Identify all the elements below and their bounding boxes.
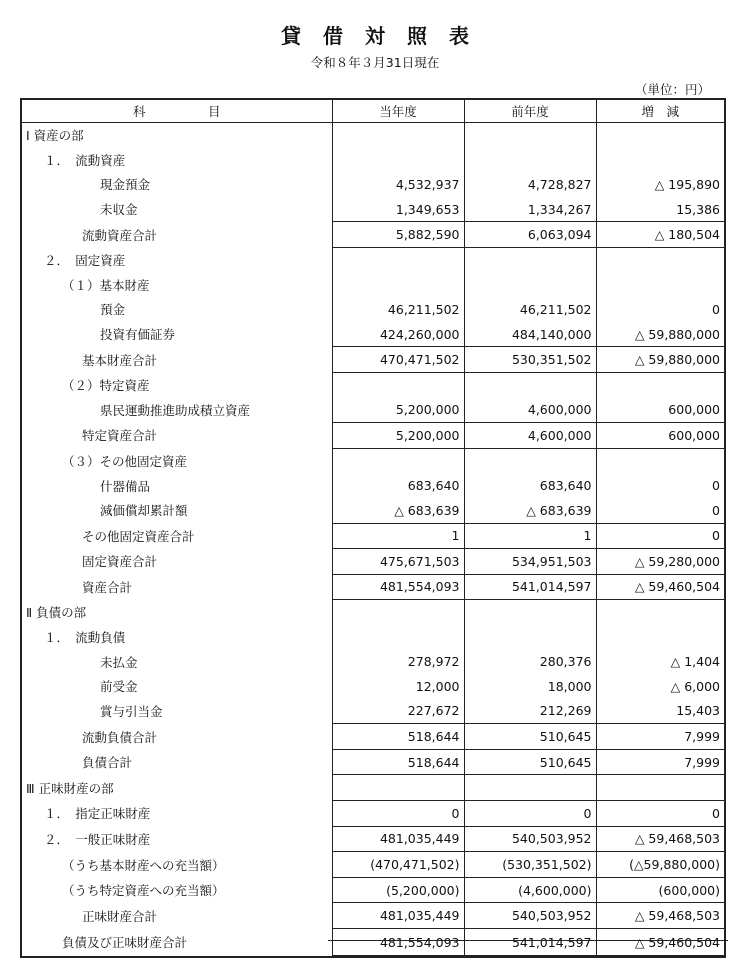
previous-year-value bbox=[464, 372, 596, 397]
table-row bbox=[22, 172, 724, 197]
change-value bbox=[596, 247, 724, 272]
current-year-value bbox=[332, 148, 464, 173]
table-row bbox=[22, 801, 724, 827]
account-label: （うち特定資産への充当額） bbox=[62, 883, 225, 899]
table-row bbox=[22, 123, 724, 148]
previous-year-value bbox=[464, 148, 596, 173]
current-year-value bbox=[332, 448, 464, 473]
previous-year-value bbox=[464, 625, 596, 650]
current-year-value: 12,000 bbox=[332, 674, 464, 699]
bottom-rule bbox=[328, 940, 728, 941]
account-label: １． 流動資産 bbox=[44, 152, 126, 168]
current-year-value: 481,554,093 bbox=[332, 929, 464, 956]
table-row bbox=[22, 574, 724, 600]
change-value: 600,000 bbox=[596, 398, 724, 423]
current-year-value: (470,471,502) bbox=[332, 852, 464, 878]
table-row bbox=[22, 523, 724, 549]
previous-year-value: 534,951,503 bbox=[464, 549, 596, 575]
change-value: △ 59,468,503 bbox=[596, 903, 724, 929]
current-year-value: 518,644 bbox=[332, 749, 464, 775]
change-value bbox=[596, 123, 724, 148]
table-row bbox=[22, 247, 724, 272]
account-label: 正味財産合計 bbox=[82, 908, 158, 924]
change-value: △ 59,460,504 bbox=[596, 574, 724, 600]
change-value: 0 bbox=[596, 498, 724, 523]
current-year-value: 5,200,000 bbox=[332, 423, 464, 449]
change-value bbox=[596, 372, 724, 397]
table-row bbox=[22, 877, 724, 903]
current-year-value: 424,260,000 bbox=[332, 322, 464, 347]
change-value: 15,386 bbox=[596, 197, 724, 222]
table-row bbox=[22, 322, 724, 347]
previous-year-value: 212,269 bbox=[464, 699, 596, 724]
table-row bbox=[22, 473, 724, 498]
table-row bbox=[22, 903, 724, 929]
current-year-value: 475,671,503 bbox=[332, 549, 464, 575]
table-row bbox=[22, 775, 724, 801]
table-row bbox=[22, 448, 724, 473]
table-row bbox=[22, 423, 724, 449]
previous-year-value: 6,063,094 bbox=[464, 222, 596, 248]
previous-year-value: 1 bbox=[464, 523, 596, 549]
current-year-value: 470,471,502 bbox=[332, 347, 464, 373]
balance-sheet-table bbox=[22, 100, 724, 956]
account-label: ２． 一般正味財産 bbox=[44, 831, 151, 847]
change-value: 7,999 bbox=[596, 724, 724, 750]
previous-year-column-header: 前年度 bbox=[464, 100, 596, 123]
previous-year-value: 540,503,952 bbox=[464, 826, 596, 852]
previous-year-value: 530,351,502 bbox=[464, 347, 596, 373]
previous-year-value bbox=[464, 775, 596, 801]
table-row bbox=[22, 498, 724, 523]
account-label: 減価償却累計額 bbox=[100, 503, 188, 519]
previous-year-value bbox=[464, 273, 596, 298]
balance-sheet bbox=[20, 98, 726, 958]
current-year-value: 481,554,093 bbox=[332, 574, 464, 600]
account-label: その他固定資産合計 bbox=[82, 528, 195, 544]
document-title: 貸借対照表 bbox=[281, 24, 491, 48]
change-value bbox=[596, 273, 724, 298]
current-year-column-header: 当年度 bbox=[332, 100, 464, 123]
change-value: 0 bbox=[596, 297, 724, 322]
change-column-header: 増 減 bbox=[596, 100, 724, 123]
account-label: 負債及び正味財産合計 bbox=[62, 935, 188, 950]
previous-year-value: (530,351,502) bbox=[464, 852, 596, 878]
table-row bbox=[22, 549, 724, 575]
change-value: 0 bbox=[596, 523, 724, 549]
account-label: 前受金 bbox=[100, 679, 138, 695]
previous-year-value: 280,376 bbox=[464, 649, 596, 674]
table-row bbox=[22, 148, 724, 173]
account-label: （２）特定資産 bbox=[62, 377, 150, 393]
previous-year-value bbox=[464, 448, 596, 473]
account-label: 現金預金 bbox=[100, 177, 151, 193]
table-row bbox=[22, 749, 724, 775]
table-row bbox=[22, 372, 724, 397]
previous-year-value: 1,334,267 bbox=[464, 197, 596, 222]
change-value: △ 59,468,503 bbox=[596, 826, 724, 852]
current-year-value: 518,644 bbox=[332, 724, 464, 750]
current-year-value: 4,532,937 bbox=[332, 172, 464, 197]
account-label: Ⅲ 正味財産の部 bbox=[26, 780, 114, 796]
current-year-value: 278,972 bbox=[332, 649, 464, 674]
previous-year-value: 510,645 bbox=[464, 749, 596, 775]
table-row bbox=[22, 297, 724, 322]
account-label: 未払金 bbox=[100, 654, 138, 670]
change-value: △ 1,404 bbox=[596, 649, 724, 674]
current-year-value: 481,035,449 bbox=[332, 826, 464, 852]
account-label: 基本財産合計 bbox=[82, 352, 158, 368]
current-year-value bbox=[332, 775, 464, 801]
table-row bbox=[22, 674, 724, 699]
change-value: 0 bbox=[596, 801, 724, 827]
previous-year-value: 510,645 bbox=[464, 724, 596, 750]
table-body bbox=[22, 123, 724, 956]
account-label: 県民運動推進助成積立資産 bbox=[100, 403, 251, 419]
change-value: 0 bbox=[596, 473, 724, 498]
account-label: 什器備品 bbox=[100, 478, 151, 494]
change-value: △ 59,880,000 bbox=[596, 347, 724, 373]
account-label: １． 指定正味財産 bbox=[44, 806, 151, 822]
account-label: Ⅰ 資産の部 bbox=[26, 128, 84, 144]
change-value bbox=[596, 625, 724, 650]
previous-year-value: 18,000 bbox=[464, 674, 596, 699]
account-label: 預金 bbox=[100, 302, 126, 318]
account-label: 投資有価証券 bbox=[100, 327, 176, 343]
change-value bbox=[596, 775, 724, 801]
table-row bbox=[22, 222, 724, 248]
previous-year-value: 4,600,000 bbox=[464, 423, 596, 449]
account-label: 固定資産合計 bbox=[82, 554, 158, 570]
previous-year-value: 683,640 bbox=[464, 473, 596, 498]
table-row bbox=[22, 929, 724, 956]
previous-year-value: 4,600,000 bbox=[464, 398, 596, 423]
current-year-value: △ 683,639 bbox=[332, 498, 464, 523]
previous-year-value: 541,014,597 bbox=[464, 929, 596, 956]
table-row bbox=[22, 398, 724, 423]
current-year-value: 1,349,653 bbox=[332, 197, 464, 222]
change-value: 15,403 bbox=[596, 699, 724, 724]
current-year-value bbox=[332, 625, 464, 650]
change-value: △ 59,280,000 bbox=[596, 549, 724, 575]
change-value: △ 195,890 bbox=[596, 172, 724, 197]
table-row bbox=[22, 197, 724, 222]
previous-year-value: 46,211,502 bbox=[464, 297, 596, 322]
table-row bbox=[22, 600, 724, 625]
current-year-value bbox=[332, 372, 464, 397]
change-value: 600,000 bbox=[596, 423, 724, 449]
change-value: (△59,880,000) bbox=[596, 852, 724, 878]
header-row bbox=[22, 100, 724, 123]
change-value bbox=[596, 448, 724, 473]
previous-year-value bbox=[464, 247, 596, 272]
change-value: △ 59,460,504 bbox=[596, 929, 724, 956]
current-year-value bbox=[332, 123, 464, 148]
account-column-header: 科 目 bbox=[22, 100, 332, 123]
change-value: 7,999 bbox=[596, 749, 724, 775]
current-year-value: 0 bbox=[332, 801, 464, 827]
account-label: （３）その他固定資産 bbox=[62, 453, 188, 469]
previous-year-value: 540,503,952 bbox=[464, 903, 596, 929]
account-label: 資産合計 bbox=[82, 579, 133, 595]
change-value: (600,000) bbox=[596, 877, 724, 903]
account-label: 特定資産合計 bbox=[82, 428, 158, 444]
previous-year-value bbox=[464, 123, 596, 148]
unit-label: （単位：円） bbox=[634, 82, 710, 97]
account-label: （１）基本財産 bbox=[62, 277, 150, 293]
current-year-value bbox=[332, 600, 464, 625]
change-value: △ 180,504 bbox=[596, 222, 724, 248]
current-year-value bbox=[332, 247, 464, 272]
previous-year-value: △ 683,639 bbox=[464, 498, 596, 523]
change-value: △ 59,880,000 bbox=[596, 322, 724, 347]
account-label: 流動負債合計 bbox=[82, 729, 158, 745]
account-label: Ⅱ 負債の部 bbox=[26, 605, 87, 621]
table-row bbox=[22, 625, 724, 650]
current-year-value: 5,882,590 bbox=[332, 222, 464, 248]
change-value: △ 6,000 bbox=[596, 674, 724, 699]
table-row bbox=[22, 826, 724, 852]
current-year-value: 683,640 bbox=[332, 473, 464, 498]
previous-year-value bbox=[464, 600, 596, 625]
account-label: （うち基本財産への充当額） bbox=[62, 857, 225, 873]
previous-year-value: 541,014,597 bbox=[464, 574, 596, 600]
current-year-value: 46,211,502 bbox=[332, 297, 464, 322]
current-year-value bbox=[332, 273, 464, 298]
previous-year-value: 484,140,000 bbox=[464, 322, 596, 347]
current-year-value: 481,035,449 bbox=[332, 903, 464, 929]
table-row bbox=[22, 699, 724, 724]
document-date: 令和８年３月31日現在 bbox=[310, 55, 440, 70]
previous-year-value: (4,600,000) bbox=[464, 877, 596, 903]
current-year-value: (5,200,000) bbox=[332, 877, 464, 903]
change-value bbox=[596, 148, 724, 173]
change-value bbox=[596, 600, 724, 625]
current-year-value: 1 bbox=[332, 523, 464, 549]
previous-year-value: 4,728,827 bbox=[464, 172, 596, 197]
account-label: １． 流動負債 bbox=[44, 630, 126, 646]
account-label: 負債合計 bbox=[82, 755, 133, 771]
table-row bbox=[22, 347, 724, 373]
current-year-value: 227,672 bbox=[332, 699, 464, 724]
current-year-value: 5,200,000 bbox=[332, 398, 464, 423]
table-row bbox=[22, 852, 724, 878]
previous-year-value: 0 bbox=[464, 801, 596, 827]
account-label: 未収金 bbox=[100, 202, 138, 218]
table-row bbox=[22, 724, 724, 750]
account-label: 賞与引当金 bbox=[100, 704, 163, 720]
table-row bbox=[22, 273, 724, 298]
account-label: 流動資産合計 bbox=[82, 227, 158, 243]
account-label: ２． 固定資産 bbox=[44, 253, 126, 269]
table-row bbox=[22, 649, 724, 674]
